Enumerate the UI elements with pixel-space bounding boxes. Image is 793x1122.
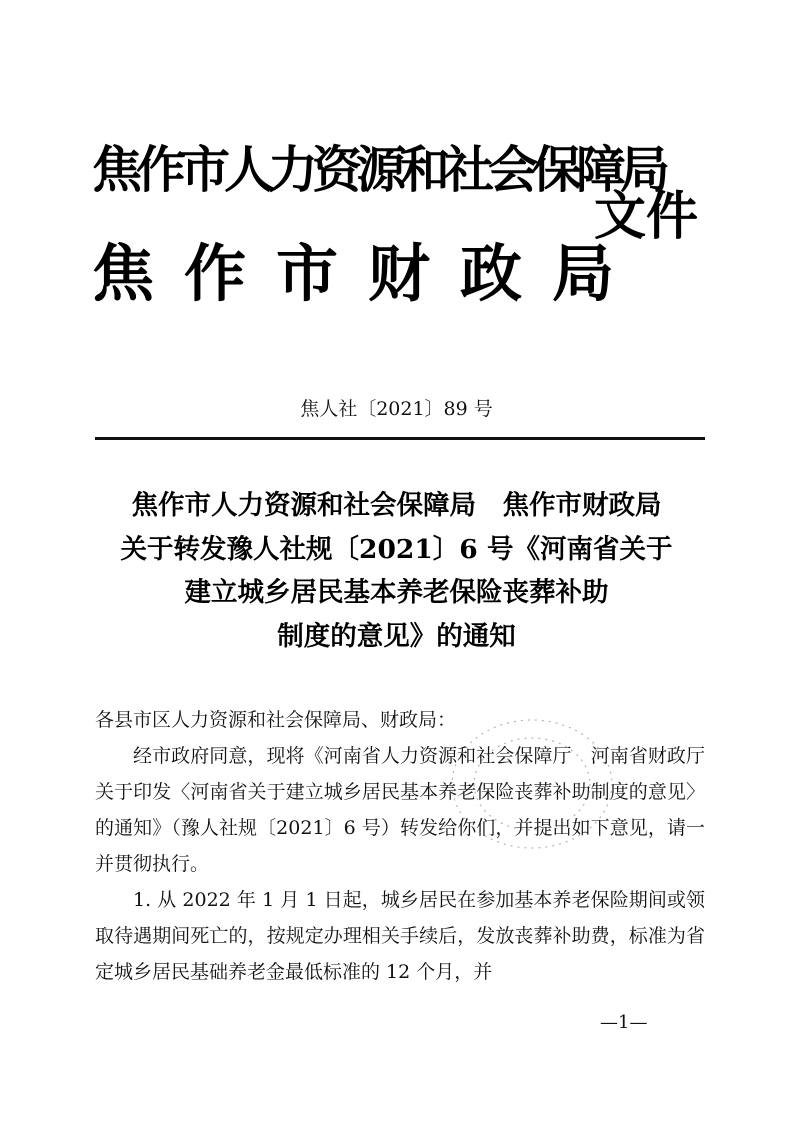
document-type-label: 文件: [594, 187, 699, 247]
header-divider: [95, 437, 705, 440]
title-line: 制度的意见》的通知: [277, 620, 516, 652]
salutation: 各县市区人力资源和社会保障局、财政局：: [95, 709, 457, 731]
document-body: [95, 702, 705, 990]
issuing-org-line-1: 焦作市人力资源和社会保障局: [92, 141, 664, 199]
issuing-org-line-2: 焦作市财政局: [92, 237, 645, 310]
title-line: 关于转发豫人社规〔2021〕6 号《河南省关于: [120, 533, 673, 565]
document-header: [92, 141, 712, 335]
title-line: 建立城乡居民基本养老保险丧葬补助: [184, 577, 609, 608]
body-paragraph: 经市政府同意，现将《河南省人力资源和社会保障厅 河南省财政厅关于印发〈河南省关于建立城乡居民基本养老保险丧葬补助制度的意见〉的通知》（豫人社规〔2021〕6 号）转发给你们，并提出如下意见，请一并贯彻执行。: [95, 745, 705, 875]
page-number: —1—: [600, 1012, 648, 1033]
title-line: 焦作市人力资源和社会保障局 焦作市财政局: [131, 490, 662, 521]
body-paragraph: 1. 从 2022 年 1 月 1 日起，城乡居民在参加基本养老保险期间或领取待遇期间死亡的，按规定办理相关手续后，发放丧葬补助费，标准为省定城乡居民基础养老金最低标准的 12 个月，并: [95, 889, 705, 983]
document-title: [70, 484, 723, 658]
document-number: 焦人社〔2021〕89 号: [300, 398, 493, 420]
